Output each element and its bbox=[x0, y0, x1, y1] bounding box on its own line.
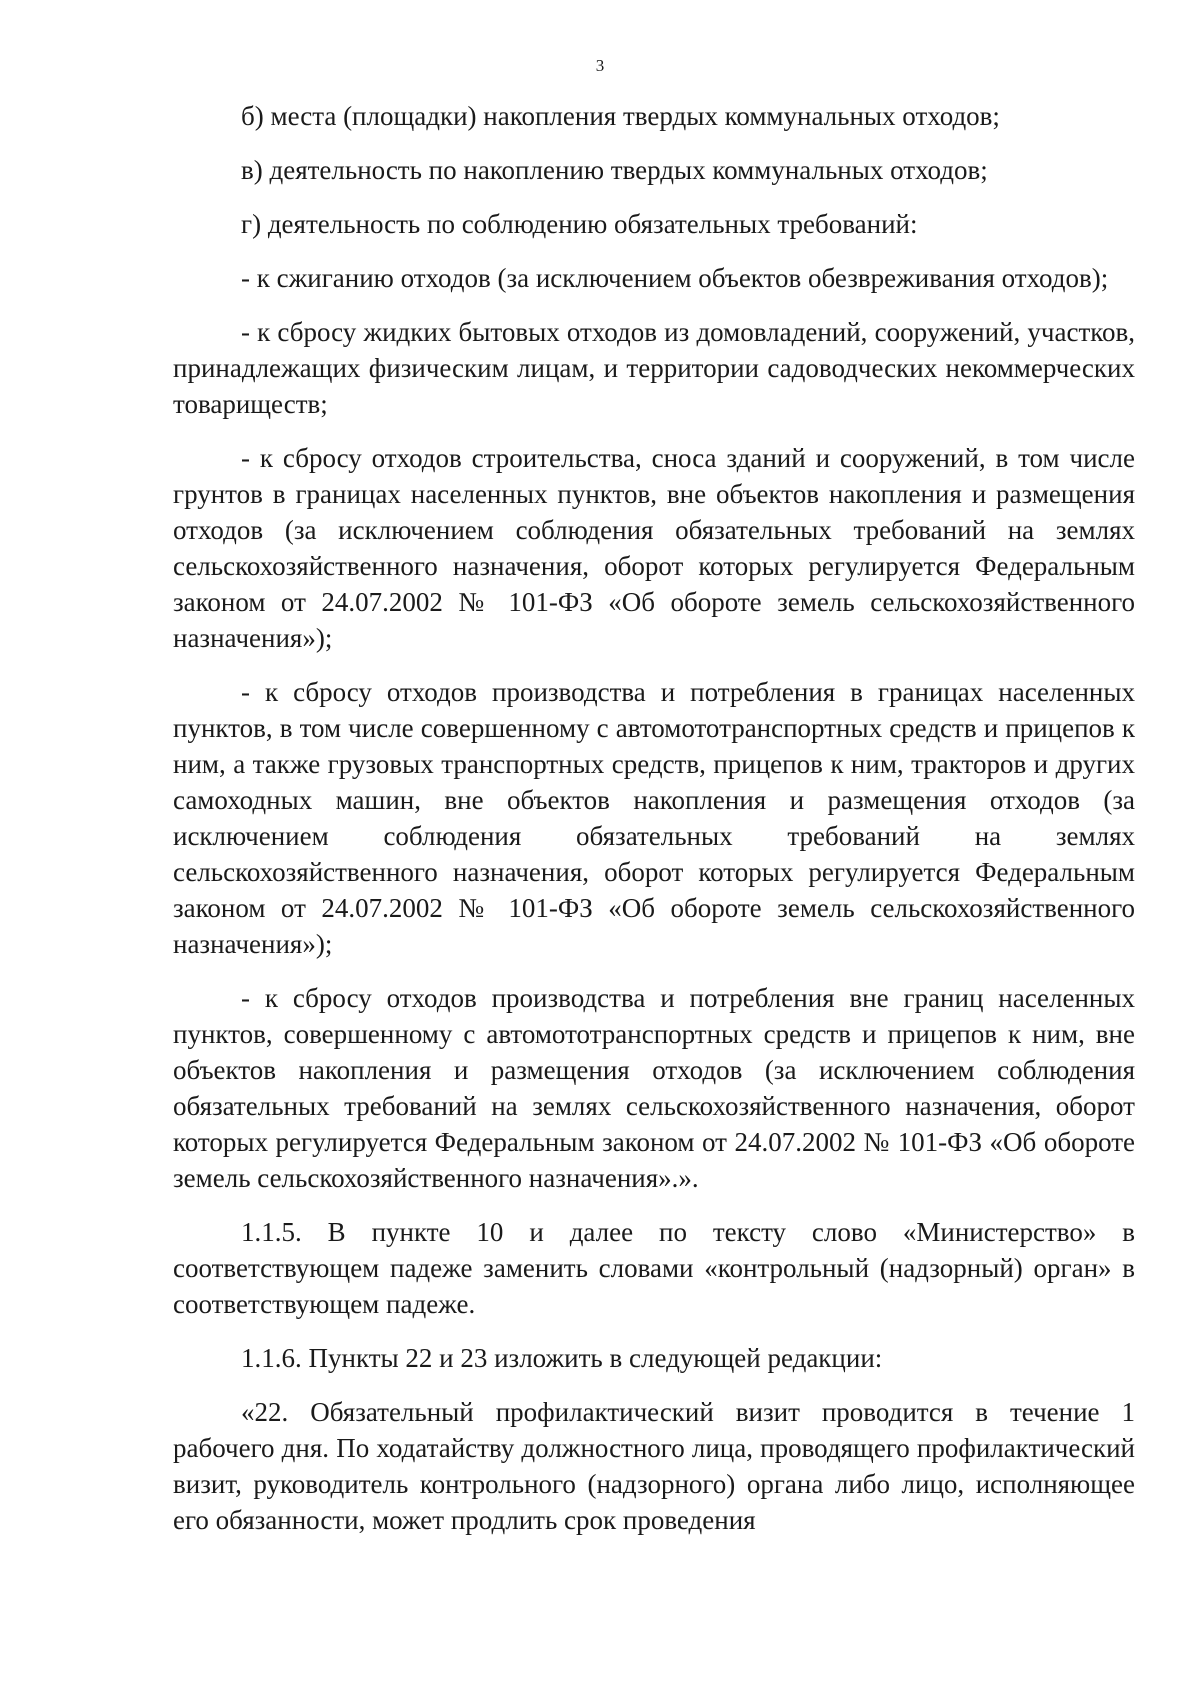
paragraph-1-1-5: 1.1.5. В пункте 10 и далее по тексту слово «Министерство» в соответствующем падеже заменить словами «контрольный (надзорный) орган» в соответствующем падеже. bbox=[173, 1217, 1135, 1319]
paragraph-liquid-waste: - к сбросу жидких бытовых отходов из домовладений, сооружений, участков, принадлежащих физическим лицам, и территории садоводческих некоммерческих товариществ; bbox=[173, 317, 1135, 419]
paragraph-item-b: б) места (площадки) накопления твердых коммунальных отходов; bbox=[241, 101, 1000, 131]
document-body bbox=[173, 98, 1135, 1556]
paragraph-1-1-6: 1.1.6. Пункты 22 и 23 изложить в следующей редакции: bbox=[241, 1343, 883, 1373]
paragraph-burning-waste: - к сжиганию отходов (за исключением объектов обезвреживания отходов); bbox=[241, 263, 1109, 293]
paragraph-construction-waste: - к сбросу отходов строительства, сноса зданий и сооружений, в том числе грунтов в границах населенных пунктов, вне объектов накопления и размещения отходов (за исключением соблюдения обязательных требований на землях сельскохозяйственного назначения, оборот которых регулируется Федеральным законом от 24.07.2002 № 101-ФЗ «Об обороте земель сельскохозяйственного назначения»); bbox=[173, 443, 1135, 653]
paragraph-item-v: в) деятельность по накоплению твердых коммунальных отходов; bbox=[241, 155, 988, 185]
paragraph-item-g: г) деятельность по соблюдению обязательных требований: bbox=[241, 209, 918, 239]
paragraph-item-22: «22. Обязательный профилактический визит проводится в течение 1 рабочего дня. По ходатайству должностного лица, проводящего профилактический визит, руководитель контрольного (надзорного) органа либо лицо, исполняющее его обязанности, может продлить срок проведения bbox=[173, 1397, 1135, 1535]
paragraph-waste-within-settlements: - к сбросу отходов производства и потребления в границах населенных пунктов, в том числе совершенному с автомототранспортных средств и прицепов к ним, а также грузовых транспортных средств, прицепов к ним, тракторов и других самоходных машин, вне объектов накопления и размещения отходов (за исключением соблюдения обязательных требований на землях сельскохозяйственного назначения, оборот которых регулируется Федеральным законом от 24.07.2002 № 101-ФЗ «Об обороте земель сельскохозяйственного назначения»); bbox=[173, 677, 1135, 959]
paragraph-waste-outside-settlements: - к сбросу отходов производства и потребления вне границ населенных пунктов, совершенному с автомототранспортных средств и прицепов к ним, вне объектов накопления и размещения отходов (за исключением соблюдения обязательных требований на землях сельскохозяйственного назначения, оборот которых регулируется Федеральным законом от 24.07.2002 № 101-ФЗ «Об обороте земель сельскохозяйственного назначения».». bbox=[173, 983, 1135, 1193]
page-number: 3 bbox=[595, 56, 605, 75]
